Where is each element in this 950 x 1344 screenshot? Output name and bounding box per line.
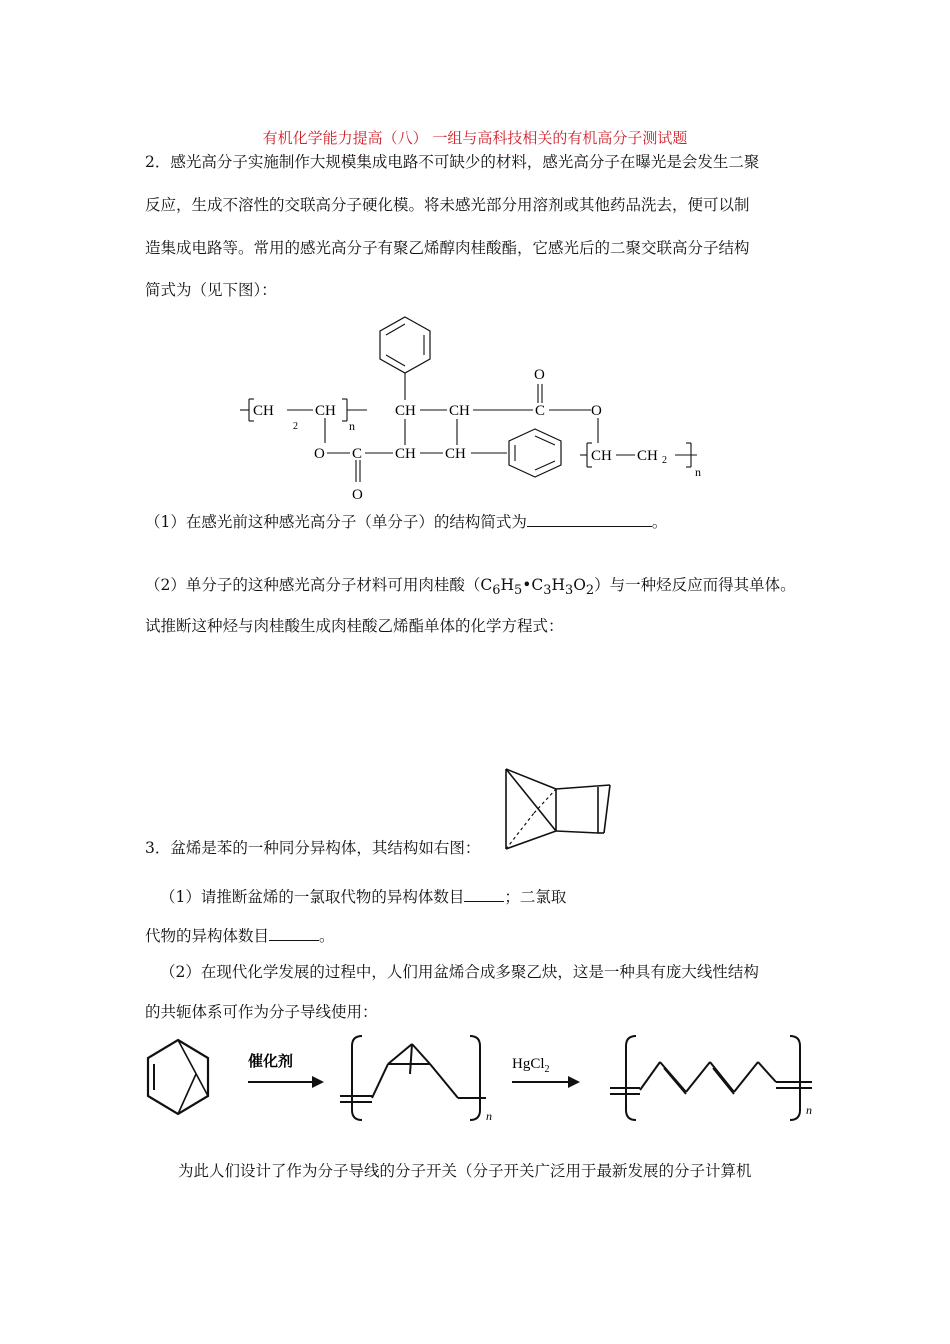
q3-sub2-line2: 的共轭体系可作为分子导线使用： (145, 1003, 378, 1021)
q3-intro: 3．盆烯是苯的一种同分异构体，其结构如右图： (145, 839, 481, 857)
hgcl2-label (512, 1056, 550, 1075)
hexagon-reactant (148, 1040, 208, 1114)
q2-sub2-end: ）与一种烃反应而得其单体。 (594, 576, 796, 594)
carbonyl-c-right-label: C (535, 403, 546, 419)
carbonyl-c-left-label: C (352, 446, 363, 462)
q2-line-2: 反应，生成不溶性的交联高分子硬化模。将未感光部分用溶剂或其他药品洗去，便可以制 (145, 196, 750, 214)
formula-dot-c: •C (522, 576, 544, 594)
page-title: 有机化学能力提高（八） 一组与高科技相关的有机高分子测试题 (262, 129, 688, 147)
formula-sub-2: 2 (585, 583, 595, 599)
bracket-right-b (790, 1036, 800, 1120)
q2-line-1: 2．感光高分子实施制作大规模集成电路不可缺少的材料，感光高分子在曝光是会发生二聚 (145, 153, 760, 171)
q3-sub1-line2-text: 代物的异构体数目 (145, 927, 270, 945)
ch-left-label: CH (315, 403, 336, 419)
hgcl-text: HgCl (512, 1056, 545, 1072)
ch2-right-polymer-label: CH (637, 448, 658, 464)
repeat-n-right: n (695, 465, 701, 479)
q2-sub2-text: （2）单分子的这种感光高分子材料可用肉桂酸（C (145, 576, 493, 594)
q2-sub1 (145, 512, 667, 532)
ch-c-label: CH (395, 446, 416, 462)
oxygen-bottom-label: O (352, 487, 363, 503)
bracket-right-a (470, 1036, 480, 1120)
q3-sub1-mid: ；二氯取 (504, 888, 567, 906)
answer-blank-2[interactable] (464, 887, 504, 902)
formula-h: H (500, 576, 514, 594)
q3-sub1-line2 (145, 926, 335, 946)
q2-sub2-line2: 试推断这种烃与肉桂酸生成肉桂酸乙烯酯单体的化学方程式： (145, 617, 564, 635)
polyacetylene-reaction-scheme (140, 1030, 820, 1140)
formula-sub-3a: 3 (543, 583, 552, 599)
ch-b-label: CH (449, 403, 470, 419)
q3-sub1-end: 。 (319, 927, 335, 945)
hgcl-subscript: 2 (544, 1064, 550, 1075)
formula-h2: H (551, 576, 565, 594)
formula-o: O (573, 576, 586, 594)
q3-sub1-text: （1）请推断盆烯的一氯取代物的异构体数目 (160, 888, 465, 906)
bracket-left-b (626, 1036, 636, 1120)
q3-last-line: 为此人们设计了作为分子导线的分子开关（分子开关广泛用于最新发展的分子计算机 (178, 1162, 752, 1180)
arrow-head-1 (312, 1076, 324, 1088)
q2-sub1-end: 。 (651, 513, 668, 531)
q3-sub2-line1: （2）在现代化学发展的过程中，人们用盆烯合成多聚乙炔，这是一种具有庞大线性结构 (160, 963, 759, 981)
repeat-n-left: n (349, 419, 355, 433)
arrow-head-2 (568, 1076, 580, 1088)
oxygen-right-label: O (591, 403, 602, 419)
q2-line-4: 简式为（见下图）： (145, 281, 277, 299)
formula-sub-5: 5 (513, 583, 523, 599)
ch-right-polymer-label: CH (591, 448, 612, 464)
q2-sub2 (145, 575, 796, 601)
formula-sub-3b: 3 (564, 583, 574, 599)
q2-line-3: 造集成电路等。常用的感光高分子有聚乙烯醇肉桂酸酯，它感光后的二聚交联高分子结构 (145, 239, 750, 257)
repeat-n-a: n (486, 1109, 492, 1123)
ch-a-label: CH (395, 403, 416, 419)
ch2-right-subscript: 2 (662, 455, 667, 466)
answer-blank-1[interactable] (527, 512, 652, 527)
benzene-ring-top (380, 317, 430, 373)
formula-sub-6: 6 (492, 583, 501, 599)
repeat-n-b: n (806, 1103, 812, 1117)
catalyst-label: 催化剂 (248, 1054, 294, 1070)
answer-blank-3[interactable] (269, 926, 319, 941)
q2-sub1-text: （1）在感光前这种感光高分子（单分子）的结构简式为 (145, 513, 527, 531)
ch2-left-subscript: 2 (293, 421, 298, 432)
benzvalene-structure (498, 765, 618, 855)
ch2-left-label: CH (253, 403, 274, 419)
bracket-left-a (352, 1036, 362, 1120)
q3-sub1 (160, 887, 566, 907)
oxygen-left-label: O (314, 446, 325, 462)
crosslinked-polymer-structure (235, 305, 735, 505)
oxygen-top-label: O (534, 367, 545, 383)
ch-d-label: CH (445, 446, 466, 462)
